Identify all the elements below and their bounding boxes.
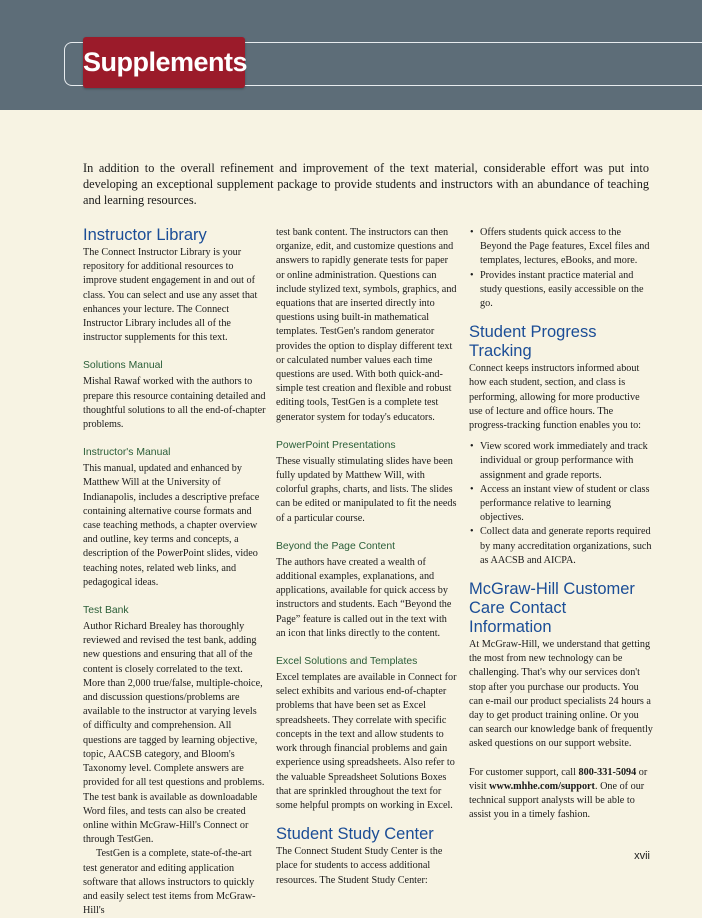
instructor-library-text: The Connect Instructor Library is your repository for additional resources to improve student engagement in and out of class. You can select and use any asset that enhances your lecture. The Connect Instructor Library includes all of the instructor supplements for this text. bbox=[83, 247, 258, 344]
beyond-the-page-text: The authors have created a wealth of additional examples, explanations, and applications, available for quick access by instructors and students. Each “Beyond the Page” feature is called out in the text with an icon that links directly to the content. bbox=[276, 556, 452, 639]
list-item: • View scored work immediately and track individual or group performance with assignment and grade reports. bbox=[480, 440, 653, 483]
column-2 bbox=[276, 226, 459, 888]
excel-solutions-text: Excel templates are available in Connect for select exhibits and various end-of-chapter problems that have been set as Excel spreadsheets. They correlate with specific concepts in the text and allow students to work through financial problems and gain experience using spreadsheets. Also refer to the valuable Spreadsheet Solutions Boxes that are sprinkled throughout the text for some helpful prompts on working in Excel. bbox=[276, 672, 457, 811]
customer-support-text: For customer support, call 800-331-5094 or visit www.mhhe.com/support. One of our technical support analysts will be able to assist you in a timely fashion. bbox=[469, 766, 648, 821]
heading-customer-care: McGraw-Hill Customer Care Contact Information bbox=[469, 580, 635, 637]
solutions-manual-text: Mishal Rawaf worked with the authors to prepare this resource containing detailed and thoughtful solutions to all the end-of-chapter problems. bbox=[83, 376, 266, 431]
list-item: • Offers students quick access to the Beyond the Page features, Excel files and templates, lectures, eBooks, and more. bbox=[480, 226, 653, 269]
student-study-center-text: The Connect Student Study Center is the place for students to access additional resources. The Student Study Center: bbox=[276, 846, 443, 886]
subheading-excel-solutions: Excel Solutions and Templates bbox=[276, 656, 418, 668]
support-phone: 800-331-5094 bbox=[578, 766, 637, 778]
heading-student-progress-tracking: Student Progress Tracking bbox=[469, 323, 597, 361]
subheading-solutions-manual: Solutions Manual bbox=[83, 360, 163, 372]
subheading-test-bank: Test Bank bbox=[83, 605, 129, 617]
list-item: • Access an instant view of student or class performance relative to learning objectives. bbox=[480, 483, 653, 526]
column-1 bbox=[83, 226, 266, 918]
study-center-bullets bbox=[469, 226, 653, 311]
intro-paragraph: In addition to the overall refinement and improvement of the text material, considerable effort was put into developing an exceptional supplement package to provide students and instructors with an abundance of teaching and learning resources. bbox=[83, 161, 649, 207]
progress-tracking-text: Connect keeps instructors informed about how each student, section, and class is performing, allowing for more productive use of lecture and office hours. The progress-tracking function enables you to: bbox=[469, 363, 642, 432]
page-number: xvii bbox=[634, 850, 650, 862]
header-banner bbox=[0, 0, 702, 110]
subheading-instructors-manual: Instructor's Manual bbox=[83, 447, 171, 459]
testgen-text: TestGen is a complete, state-of-the-art test generator and editing application software that allows instructors to quickly and easily select test items from McGraw-Hill's bbox=[83, 848, 256, 917]
progress-tracking-bullets bbox=[469, 440, 653, 568]
list-item: • Provides instant practice material and study questions, easily accessible on the go. bbox=[480, 269, 653, 312]
subheading-beyond-the-page: Beyond the Page Content bbox=[276, 540, 396, 552]
heading-student-study-center: Student Study Center bbox=[276, 825, 434, 844]
support-url[interactable]: www.mhhe.com/support bbox=[489, 780, 595, 792]
customer-care-text: At McGraw-Hill, we understand that getting the most from new technology can be challenging. That's why our services don't stop after you purchase our products. You can e-mail our product specialists 24 hours a day to get product training online. Or you can search our knowledge bank of frequently asked questions on our support website. bbox=[469, 639, 653, 750]
column-3 bbox=[469, 226, 653, 823]
list-item: • Collect data and generate reports required by many accreditation organizations, such as AACSB and AICPA. bbox=[480, 525, 653, 568]
powerpoint-text: These visually stimulating slides have been fully updated by Matthew Will, with colorful graphs, charts, and lists. The slides can be edited or manipulated to fit the needs of a particular course. bbox=[276, 455, 457, 524]
heading-instructor-library: Instructor Library bbox=[83, 226, 207, 244]
test-bank-text: Author Richard Brealey has thoroughly reviewed and revised the test bank, adding new questions and ensuring that all of the content is closely correlated to the text. More than 2,000 true/false, multiple-choice, and discussion questions/problems are available to the instructor at varying levels of difficulty and comprehension. All questions are tagged by learning objective, topic, AACSB category, and Bloom's Taxonomy level. Complete answers are provided for all test questions and problems. The test bank is available as downloadable Word files, and tests can also be created online within McGraw-Hill's Connect or through TestGen. bbox=[83, 621, 265, 846]
subheading-powerpoint: PowerPoint Presentations bbox=[276, 439, 396, 451]
test-bank-continued-text: test bank content. The instructors can then organize, edit, and customize questions and answers to rapidly generate tests for paper or online administration. Questions can include stylized text, symbols, graphics, and equations that are inserted directly into questions using built-in mathematical templates. TestGen's random generator provides the option to display different text or calculated number values each time questions are used. With both quick-and-simple test creation and flexible and robust editing tools, TestGen is a complete test generator system for today's educators. bbox=[276, 227, 457, 423]
instructors-manual-text: This manual, updated and enhanced by Matthew Will at the University of Indianapolis, includes a descriptive preface containing alternative course formats and case teaching methods, a chapter overview and outline, key terms and concepts, a description of the PowerPoint slides, video teaching notes, related web links, and pedagogical ideas. bbox=[83, 463, 260, 588]
page-title: Supplements bbox=[83, 37, 245, 88]
